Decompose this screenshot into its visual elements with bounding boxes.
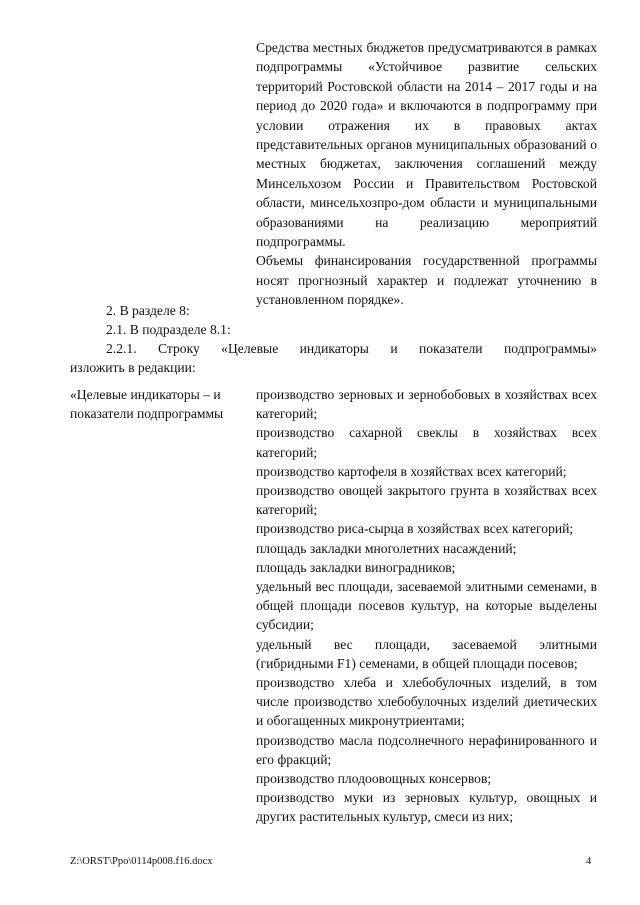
list-item: производство овощей закрытого грунта в хозяйствах всех категорий; [256,483,597,518]
list-item: производство масла подсолнечного нерафинированного и его фракций; [256,732,597,767]
section-item-2-1: 2.1. В подразделе 8.1: [106,322,231,337]
list-item: производство муки из зерновых культур, овощных и других растительных культур, смеси из них; [256,790,597,825]
section-item-2-2-1-continuation: изложить в редакции: [70,360,196,375]
funding-volume-paragraph: Объемы финансирования государственной программы носят прогнозный характер и подлежат уточнению в установленном порядке». [256,253,597,308]
funding-paragraph: Средства местных бюджетов предусматриваются в рамках подпрограммы «Устойчивое развитие сельских территорий Ростовской области на 2014 – 2017 годы и на период до 2020 года» и включаются в подпрограмму при условии отражения их в правовых актах представительных органов муниципальных образований о местных бюджетах, заключения соглашений между Минсельхозом России и Правительством Ростовской области, минсельхозпро-дом области и муниципальными образованиями на реализацию мероприятий подпрограммы. [256,40,597,250]
list-item: производство картофеля в хозяйствах всех категорий; [256,463,567,479]
list-item: производство хлеба и хлебобулочных изделий, в том числе производство хлебобулочных изделий диетических и обогащенных микронутриентами; [256,675,597,729]
list-item: производство риса-сырца в хозяйствах всех категорий; [256,521,574,537]
section-item-2: 2. В разделе 8: [106,303,190,318]
list-item: производство зерновых и зернобобовых в хозяйствах всех категорий; [256,387,597,422]
list-item: производство плодоовощных консервов; [256,771,492,787]
footer-file-path: Z:\ORST\Ppo\0114p008.f16.docx [70,856,213,867]
indicators-list [256,385,597,827]
funding-text-block [256,38,597,310]
section-item-2-2-1: 2.2.1. Строку «Целевые индикаторы и показатели подпрограммы» [106,341,597,356]
list-item: производство сахарной свеклы в хозяйствах всех категорий; [256,425,597,460]
list-item: удельный вес площади, засеваемой элитными (гибридными F1) семенами, в общей площади посевов; [256,636,597,671]
indicators-row-label: «Целевые индикаторы – и показатели подпрограммы [70,387,224,422]
list-item: площадь закладки виноградников; [256,559,456,575]
list-item: удельный вес площади, засеваемой элитными семенами, в общей площади посевов культур, на которые выделены субсидии; [256,579,597,633]
page-number: 4 [586,856,592,867]
list-item: площадь закладки многолетних насаждений; [256,540,517,556]
